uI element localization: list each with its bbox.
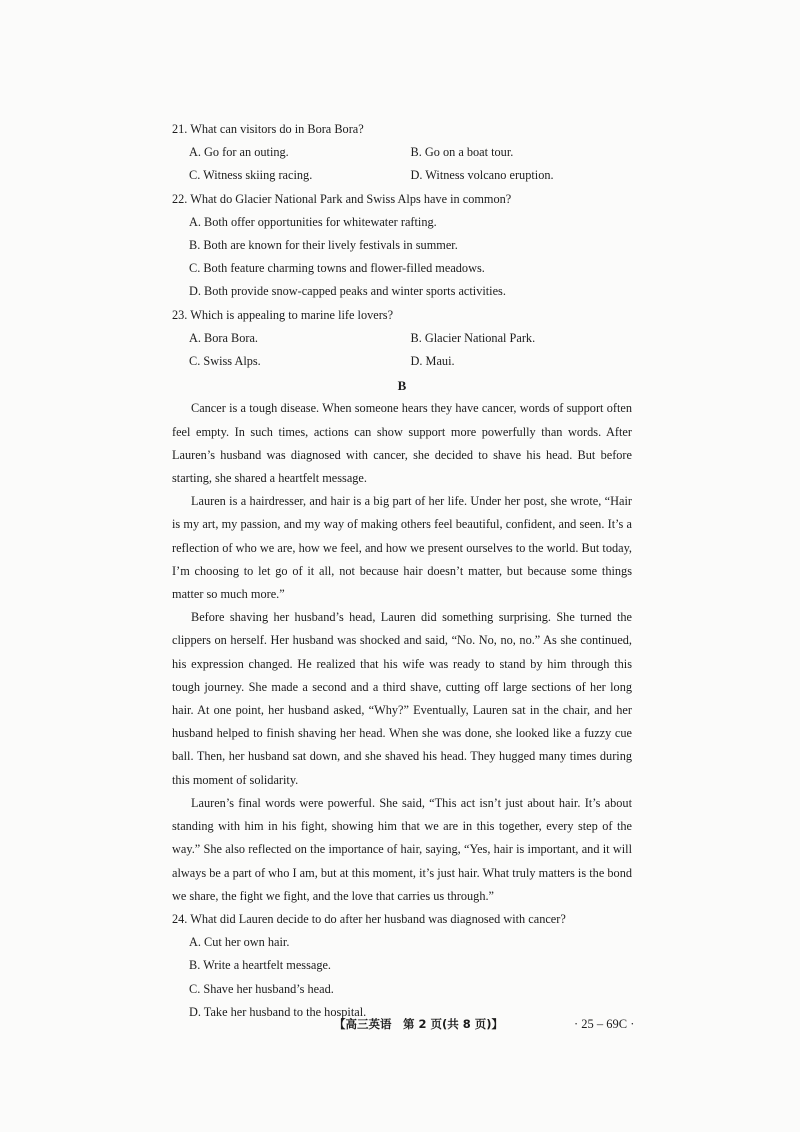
question-21 <box>172 118 632 188</box>
passage-paragraph-1: Cancer is a tough disease. When someone hears they have cancer, words of support often feel empty. In such times, actions can show support more powerfully than words. After Lauren’s husband was diagnosed with cancer, she decided to shave his head. But before starting, she shared a heartfelt message. <box>172 401 632 486</box>
question-24-options <box>172 931 632 1024</box>
reading-passage <box>172 397 632 907</box>
page-number-label: 【高三英语 第 2 页(共 8 页)】 <box>334 1017 504 1031</box>
option-row <box>189 141 632 164</box>
option-b: B. Both are known for their lively festivals in summer. <box>189 238 458 253</box>
exam-code: · 25 – 69C · <box>574 1017 635 1031</box>
option-d: D. Take her husband to the hospital. <box>189 1004 367 1019</box>
question-24-stem: 24. What did Lauren decide to do after her husband was diagnosed with cancer? <box>172 911 566 926</box>
section-title: B <box>397 378 407 394</box>
passage-paragraph-4: Lauren’s final words were powerful. She said, “This act isn’t just about hair. It’s about standing with him in his fight, showing him that we are in this together, every step of the way.” She also reflected on the importance of hair, saying, “Yes, hair is important, and it will always be a part of who I am, but at this moment, it’s just hair. What truly matters is the bond we share, the fight we fight, and the love that carries us through.” <box>172 795 632 903</box>
option-a: A. Go for an outing. <box>189 145 289 160</box>
passage-paragraph-2: Lauren is a hairdresser, and hair is a big part of her life. Under her post, she wrote, “Hair is my art, my passion, and my way of making others feel beautiful, confident, and seen. It’s a reflection of who we are, how we feel, and how we present ourselves to the world. But today, I’m choosing to let go of it all, not because hair doesn’t matter, but because some things matter so much more.” <box>172 494 632 602</box>
question-23-options <box>172 327 632 373</box>
passage-paragraph-3: Before shaving her husband’s head, Lauren did something surprising. She turned the clippers on herself. Her husband was shocked and said, “No. No, no, no.” As she continued, his expression changed. He realized that his wife was ready to stand by him through this tough journey. She made a second and a third shave, cutting off large sections of her long hair. At one point, her husband asked, “Why?” Eventually, Lauren sat in the chair, and her husband helped to finish shaving her head. When she was done, she looked like a fuzzy cue ball. Then, her husband sat down, and she shaved his head. They hugged many times during this moment of solidarity. <box>172 610 632 787</box>
option-c: C. Shave her husband’s head. <box>189 981 334 996</box>
option-d: D. Both provide snow-capped peaks and winter sports activities. <box>189 284 506 299</box>
option-b: B. Write a heartfelt message. <box>189 958 332 973</box>
option-a: A. Both offer opportunities for whitewater rafting. <box>189 214 437 229</box>
option-a: A. Bora Bora. <box>189 330 258 345</box>
option-a: A. Cut her own hair. <box>189 935 290 950</box>
option-d: D. Witness volcano eruption. <box>410 168 554 183</box>
question-22-stem: 22. What do Glacier National Park and Swiss Alps have in common? <box>172 191 512 206</box>
option-c: C. Both feature charming towns and flower-filled meadows. <box>189 261 485 276</box>
question-21-options <box>172 141 632 187</box>
option-c: C. Swiss Alps. <box>189 354 261 369</box>
option-c: C. Witness skiing racing. <box>189 168 313 183</box>
option-b: B. Go on a boat tour. <box>410 145 514 160</box>
option-d: D. Maui. <box>410 354 455 369</box>
question-23 <box>172 304 632 374</box>
question-21-stem: 21. What can visitors do in Bora Bora? <box>172 122 364 136</box>
exam-content <box>172 118 632 1024</box>
question-22-options <box>172 211 632 304</box>
option-row <box>189 350 632 373</box>
option-b: B. Glacier National Park. <box>410 330 536 345</box>
option-row <box>189 164 632 187</box>
question-22 <box>172 188 632 304</box>
question-24 <box>172 908 632 1024</box>
option-row <box>189 327 632 350</box>
question-23-stem: 23. Which is appealing to marine life lovers? <box>172 307 394 322</box>
